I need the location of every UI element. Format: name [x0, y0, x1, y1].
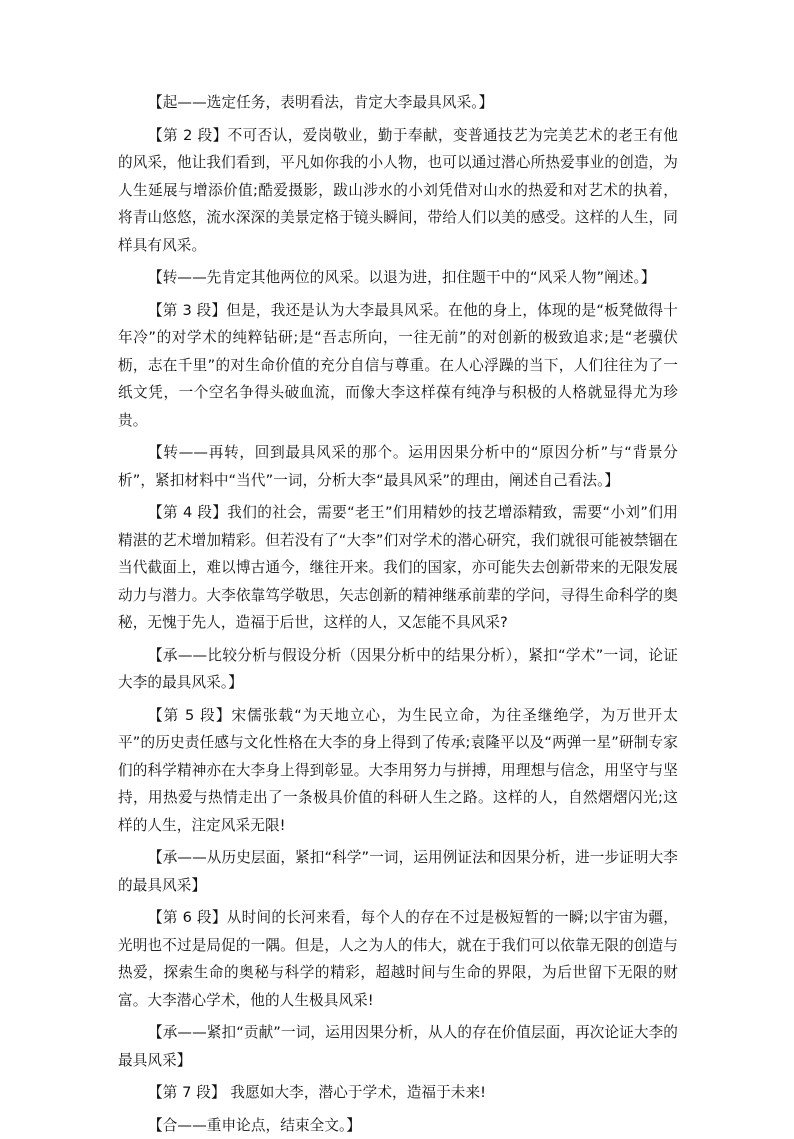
paragraph-7: 【第 7 段】 我愿如大李，潜心于学术，造福于未来! [118, 1079, 678, 1107]
annotation-development-1: 【承——比较分析与假设分析（因果分析中的结果分析），紧扣“学术”一词，论证大李的最具风采。】 [118, 642, 678, 697]
paragraph-6: 【第 6 段】从时间的长河来看，每个人的存在不过是极短暂的一瞬;以宇宙为疆，光明也不过是局促的一隅。但是，人之为人的伟大，就在于我们可以依靠无限的创造与热爱，探索生命的奥秘与科学的精彩，超越时间与生命的界限，为后世留下无限的财富。大李潜心学术，他的人生极具风采! [118, 904, 678, 1014]
annotation-development-2: 【承——从历史层面，紧扣“科学”一词，运用例证法和因果分析，进一步证明大李的最具风采】 [118, 844, 678, 899]
annotation-opening: 【起——选定任务，表明看法，肯定大李最具风采。】 [118, 89, 678, 117]
paragraph-4: 【第 4 段】我们的社会，需要“老王”们用精妙的技艺增添精致，需要“小刘”们用精湛的艺术增加精彩。但若没有了“大李”们对学术的潜心研究，我们就很可能被禁锢在当代截面上，难以博古通今，继往开来。我们的国家，亦可能失去创新带来的无限发展动力与潜力。大李依靠笃学敬思，矢志创新的精神继承前辈的学问，寻得生命科学的奥秘，无愧于先人，造福于后世，这样的人，又怎能不具风采? [118, 499, 678, 637]
annotation-turn-1: 【转——先肯定其他两位的风采。以退为进，扣住题干中的“风采人物”阐述。】 [118, 264, 678, 292]
paragraph-5: 【第 5 段】宋儒张载“为天地立心，为生民立命，为往圣继绝学，为万世开太平”的历史责任感与文化性格在大李的身上得到了传承;袁隆平以及“两弹一星”研制专家们的科学精神亦在大李身上得到彰显。大李用努力与拼搏，用理想与信念，用坚守与坚持，用热爱与热情走出了一条极具价值的科研人生之路。这样的人，自然熠熠闪光;这样的人生，注定风采无限! [118, 702, 678, 840]
paragraph-2: 【第 2 段】不可否认，爱岗敬业，勤于奉献，变普通技艺为完美艺术的老王有他的风采，他让我们看到，平凡如你我的小人物，也可以通过潜心所热爱事业的创造，为人生延展与增添价值;酷爱摄影，跋山涉水的小刘凭借对山水的热爱和对艺术的执着，将青山悠悠，流水深深的美景定格于镜头瞬间，带给人们以美的感受。这样的人生，同样具有风采。 [118, 122, 678, 260]
paragraph-3: 【第 3 段】但是，我还是认为大李最具风采。在他的身上，体现的是“板凳做得十年冷”的对学术的纯粹钻研;是“吾志所向，一往无前”的对创新的极致追求;是“老骥伏枥，志在千里”的对生命价值的充分自信与尊重。在人心浮躁的当下，人们往往为了一纸文凭，一个空名争得头破血流，而像大李这样葆有纯净与积极的人格就显得尤为珍贵。 [118, 297, 678, 435]
annotation-turn-2: 【转——再转，回到最具风采的那个。运用因果分析中的“原因分析”与“背景分析”，紧扣材料中“当代”一词，分析大李“最具风采”的理由，阐述自己看法。】 [118, 439, 678, 494]
annotation-development-3: 【承——紧扣“贡献”一词，运用因果分析，从人的存在价值层面，再次论证大李的最具风采】 [118, 1019, 678, 1074]
annotation-conclusion: 【合——重申论点，结束全文。】 [118, 1112, 678, 1139]
essay-content [118, 89, 678, 1139]
